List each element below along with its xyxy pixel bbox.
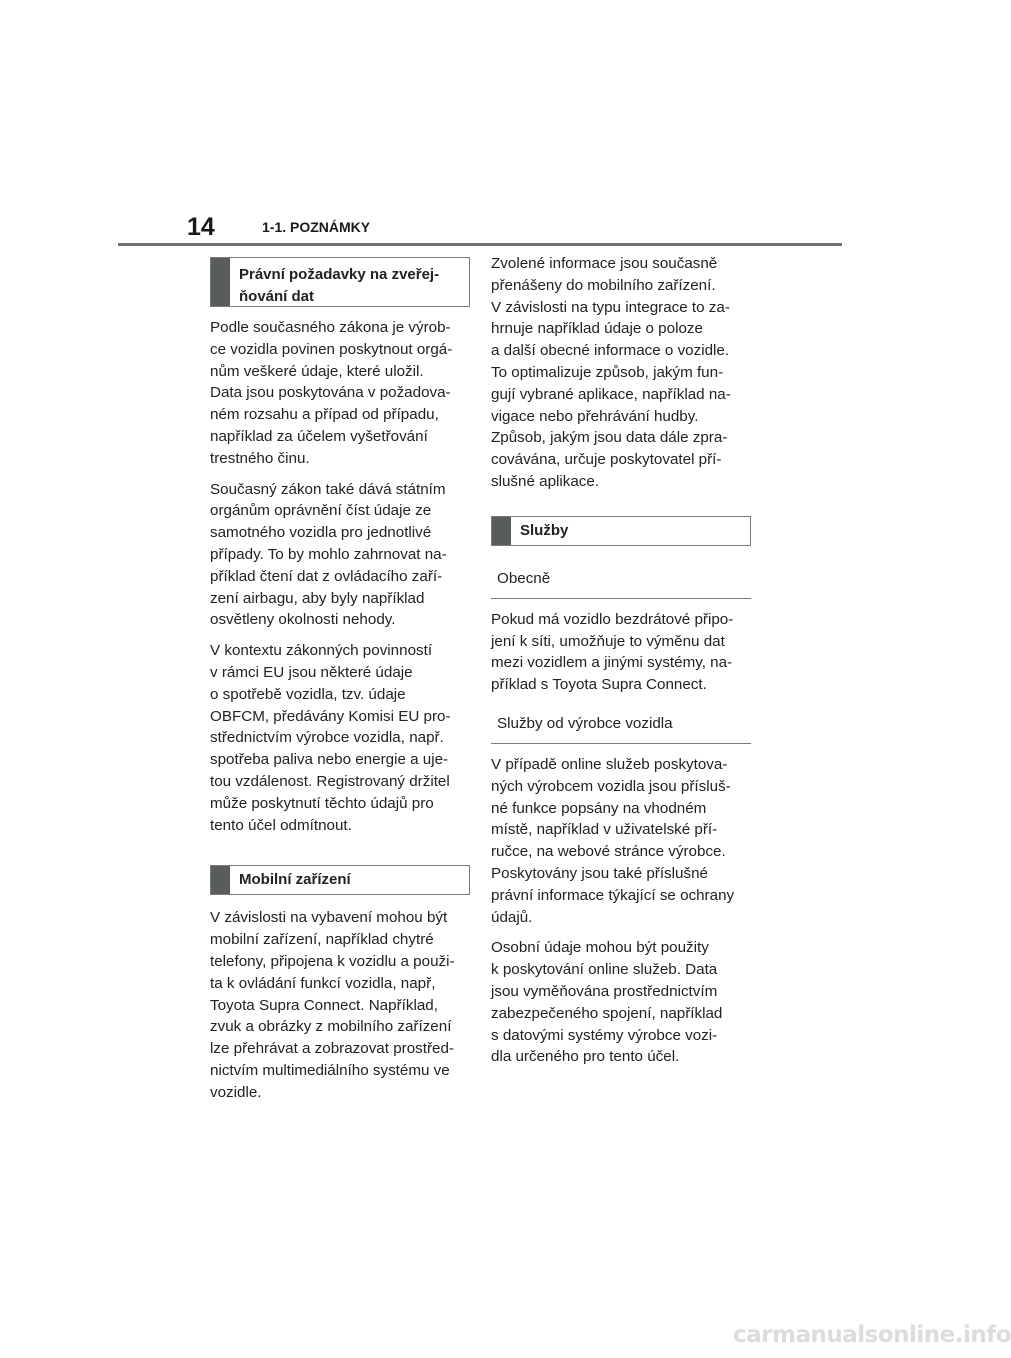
header-divider bbox=[118, 243, 842, 246]
paragraph: Pokud má vozidlo bezdrátové připo- jení k síti, umožňuje to výměnu dat mezi vozidlem a jinými systémy, na- příklad s Toyota Supra Connect. bbox=[491, 610, 734, 694]
paragraph: V případě online služeb poskytova- ných výrobcem vozidla jsou přísluš- né funkce popsány na vhodném místě, například v uživatelské pří- ručce, na webové stránce výrobce. Poskytovány jsou také příslušné právní informace týkající se ochrany údajů. bbox=[491, 755, 735, 926]
paragraph: V závislosti na vybavení mohou být mobilní zařízení, například chytré telefony, připojena k vozidlu a použi- ta k ovládání funkcí vozidla, např, Toyota Supra Connect. Například, zvuk a obrázky z mobilního zařízení lze přehrávat a zobrazovat prostřed- nictvím multimediálního systému ve vozidle. bbox=[210, 909, 455, 1101]
watermark-link[interactable]: carmanualsonline.info bbox=[733, 1322, 1011, 1348]
heading-mobile-devices: Mobilní zařízení bbox=[210, 865, 470, 895]
page-number: 14 bbox=[187, 213, 215, 241]
paragraph: Zvolené informace jsou současně přenášeny do mobilního zařízení. V závislosti na typu integrace to za- hrnuje například údaje o poloze a další obecné informace o vozidle. To optimalizuje způsob, jakým fun- gují vybrané aplikace, například na- vigace nebo přehrávání hudby. Způsob, jakým jsou data dále zpra- covávána, určuje poskytovatel pří- slušné aplikace. bbox=[491, 255, 731, 490]
paragraph: Současný zákon také dává státním orgánům oprávnění číst údaje ze samotného vozidla pro jednotlivé případy. To by mohlo zahrnovat na- příklad čtení dat z ovládacího zaří- zení airbagu, aby byly například osvětleny okolnosti nehody. bbox=[210, 480, 447, 629]
subheading-general: Obecně bbox=[491, 568, 751, 599]
paragraph: V kontextu zákonných povinností v rámci EU jsou některé údaje o spotřebě vozidla, tzv. údaje OBFCM, předávány Komisi EU pro- střednictvím výrobce vozidla, např. spotřeba paliva nebo energie a uje- tou vzdálenost. Registrovaný držitel může poskytnutí těchto údajů pro tento účel odmítnout. bbox=[210, 642, 451, 834]
heading-legal-requirements: Právní požadavky na zveřej- ňování dat bbox=[210, 257, 470, 307]
subheading-manufacturer-services: Služby od výrobce vozidla bbox=[491, 713, 751, 744]
right-column bbox=[491, 253, 751, 1077]
paragraph: Osobní údaje mohou být použity k poskytování online služeb. Data jsou vyměňována prostřednictvím zabezpečeného spojení, například s datovými systémy výrobce vozi- dla určeného pro tento účel. bbox=[491, 939, 723, 1066]
left-column bbox=[210, 257, 470, 1113]
paragraph: Podle současného zákona je výrob- ce vozidla povinen poskytnout orgá- nům veškeré údaje, které uložil. Data jsou poskytována v požadova- ném rozsahu a případ od případu, například za účelem vyšetřování trestného činu. bbox=[210, 319, 453, 467]
section-title: 1-1. POZNÁMKY bbox=[262, 219, 371, 235]
heading-services: Služby bbox=[491, 516, 751, 546]
